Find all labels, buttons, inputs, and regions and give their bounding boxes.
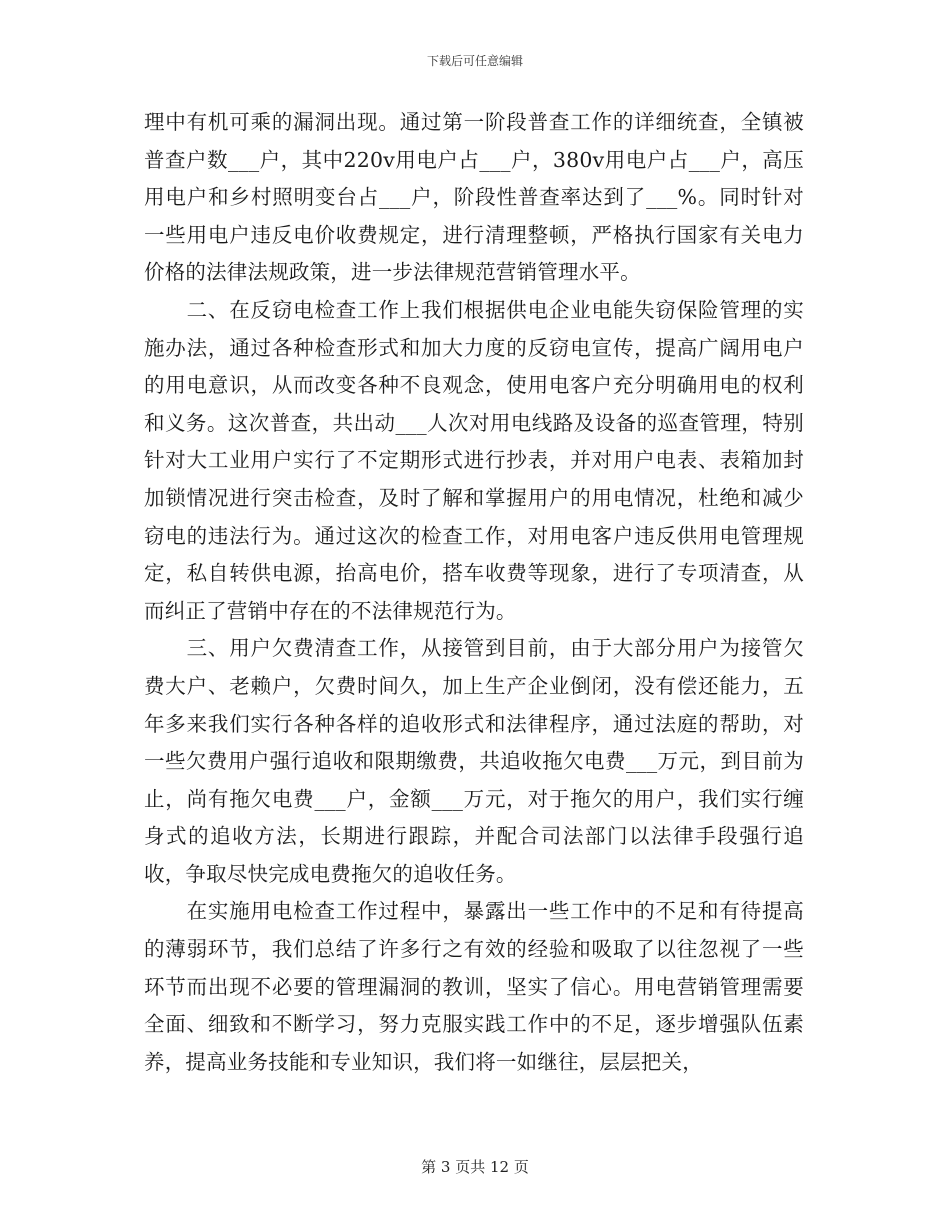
paragraph-summary: 在实施用电检查工作过程中，暴露出一些工作中的不足和有待提高的薄弱环节，我们总结了许多行之有效的经验和吸取了以往忽视了一些环节而出现不必要的管理漏洞的教训，坚实了信心。用电营销管理需要全面、细致和不断学习，努力克服实践工作中的不足，逐步增强队伍素养，提高业务技能和专业知识，我们将一如继往，层层把关，	[144, 899, 804, 1074]
paragraph-anti-theft-inspection: 二、在反窃电检查工作上我们根据供电企业电能失窃保险管理的实施办法，通过各种检查形式和加大力度的反窃电宣传，提高广阔用电户的用电意识，从而改变各种不良观念，使用电客户充分明确用电的权利和义务。这次普查，共出动___人次对用电线路及设备的巡查管理，特别针对大工业用户实行了不定期形式进行抄表，并对用户电表、表箱加封加锁情况进行突击检查，及时了解和掌握用户的用电情况，杜绝和减少窃电的违法行为。通过这次的检查工作，对用电客户违反供用电管理规定，私自转供电源，抬高电价，搭车收费等现象，进行了专项清查，从而纠正了营销中存在的不法律规范行为。	[144, 297, 804, 623]
paragraph-continuation: 理中有机可乘的漏洞出现。通过第一阶段普查工作的详细统查，全镇被普查户数___户，其中220v用电户占___户，380v用电户占___户，高压用电户和乡村照明变台占___户，阶段性普查率达到了___%。同时针对一些用电户违反电价收费规定，进行清理整顿，严格执行国家有关电力价格的法律法规政策，进一步法律规范营销管理水平。	[144, 110, 804, 285]
page-footer-number: 第 3 页共 12 页	[421, 1158, 529, 1176]
page-header-note: 下载后可任意编辑	[426, 54, 523, 68]
document-body	[144, 104, 804, 1081]
paragraph-arrears-clearance: 三、用户欠费清查工作，从接管到目前，由于大部分用户为接管欠费大户、老赖户，欠费时间久，加上生产企业倒闭，没有偿还能力，五年多来我们实行各种各样的追收形式和法律程序，通过法庭的帮助，对一些欠费用户强行追收和限期缴费，共追收拖欠电费___万元，到目前为止，尚有拖欠电费___户，金额___万元，对于拖欠的用户，我们实行缠身式的追收方法，长期进行跟踪，并配合司法部门以法律手段强行追收，争取尽快完成电费拖欠的追收任务。	[144, 636, 804, 886]
